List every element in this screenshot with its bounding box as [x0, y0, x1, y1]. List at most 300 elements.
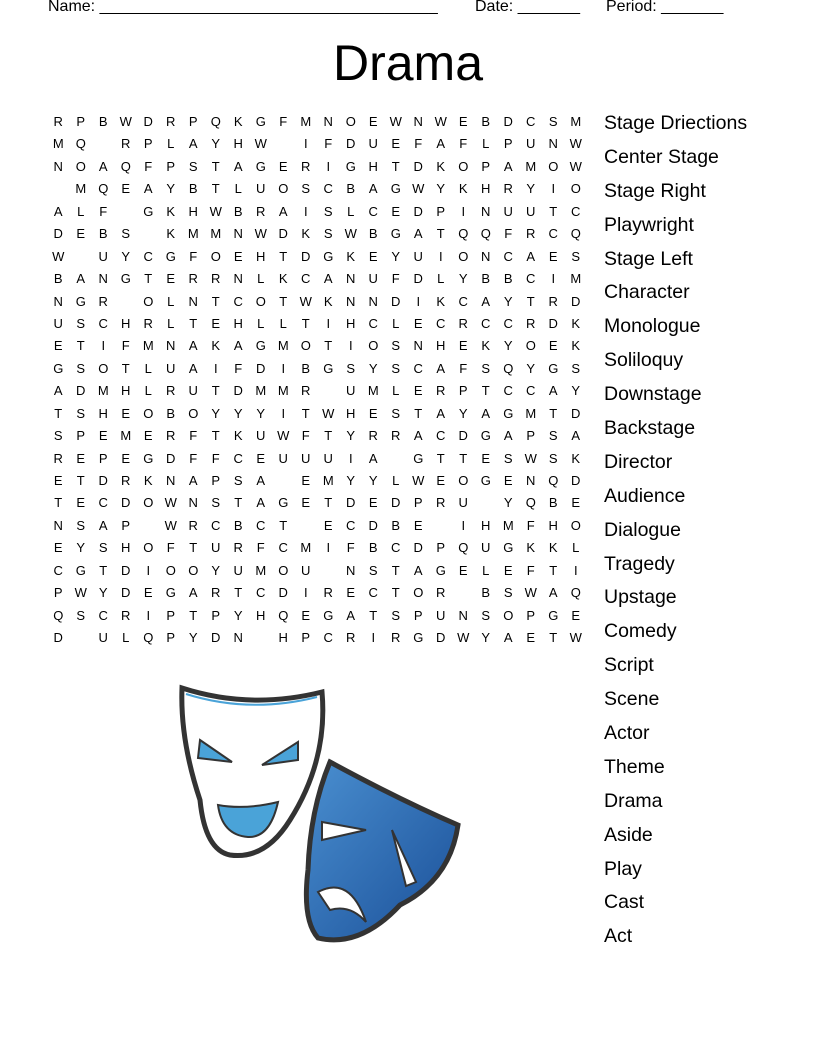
grid-letter: P: [76, 428, 86, 444]
grid-letter: F: [526, 517, 535, 533]
grid-letter: E: [571, 607, 581, 623]
word-list-item: Stage Right: [604, 179, 706, 202]
grid-row: [47, 627, 587, 649]
word-list-item: Upstage: [604, 586, 677, 609]
grid-letter: A: [143, 181, 153, 197]
grid-letter: U: [98, 630, 108, 646]
grid-row: [47, 133, 587, 155]
grid-letter: G: [413, 630, 424, 646]
period-field-label: Period: _______: [606, 0, 724, 15]
grid-row: [47, 448, 587, 470]
grid-letter: N: [526, 473, 536, 488]
word-list-item: Downstage: [604, 383, 702, 406]
grid-letter: B: [166, 405, 176, 421]
grid-letter: D: [571, 293, 581, 309]
grid-letter: B: [233, 203, 243, 219]
grid-letter: C: [548, 226, 558, 242]
word-search-grid: [47, 111, 587, 650]
grid-row: [47, 291, 587, 313]
word-list-item: Playwright: [604, 213, 694, 236]
grid-letter: C: [503, 248, 513, 264]
grid-letter: D: [346, 136, 356, 152]
grid-letter: E: [503, 473, 513, 488]
grid-letter: G: [278, 495, 289, 511]
grid-letter: E: [458, 114, 468, 129]
grid-letter: K: [526, 540, 536, 556]
grid-letter: E: [548, 248, 558, 264]
grid-letter: A: [503, 158, 513, 174]
grid-letter: S: [346, 360, 356, 376]
grid-letter: [92, 133, 115, 155]
grid-letter: W: [412, 181, 425, 197]
grid-letter: O: [458, 248, 469, 264]
grid-letter: A: [481, 405, 491, 421]
grid-letter: N: [188, 495, 198, 511]
grid-letter: P: [76, 114, 86, 129]
grid-letter: R: [301, 158, 311, 174]
grid-letter: S: [233, 473, 243, 488]
grid-letter: E: [571, 495, 581, 511]
grid-letter: G: [255, 158, 266, 174]
drama-masks-illustration: [170, 680, 470, 950]
grid-letter: B: [346, 181, 356, 197]
grid-letter: I: [461, 203, 466, 219]
word-list-item: Stage Driections: [604, 112, 748, 134]
grid-letter: C: [256, 517, 266, 533]
grid-letter: I: [348, 450, 353, 466]
grid-letter: Q: [458, 226, 469, 242]
grid-row: [47, 178, 587, 200]
grid-letter: L: [392, 473, 400, 488]
grid-letter: C: [323, 181, 333, 197]
grid-letter: P: [436, 203, 446, 219]
grid-letter: W: [344, 226, 357, 242]
grid-letter: C: [53, 562, 63, 578]
grid-letter: K: [323, 293, 333, 309]
grid-letter: I: [146, 607, 151, 623]
grid-letter: C: [233, 293, 243, 309]
grid-letter: D: [413, 271, 423, 287]
grid-letter: D: [233, 383, 243, 399]
grid-letter: A: [98, 158, 108, 174]
grid-letter: D: [121, 585, 131, 601]
grid-letter: A: [53, 383, 63, 399]
grid-letter: S: [121, 226, 131, 242]
grid-letter: N: [346, 271, 356, 287]
grid-row: [47, 470, 587, 492]
grid-letter: Y: [481, 630, 491, 646]
grid-letter: T: [436, 450, 445, 466]
grid-letter: E: [368, 114, 378, 129]
grid-letter: B: [233, 517, 243, 533]
grid-letter: Y: [458, 405, 468, 421]
grid-letter: P: [211, 607, 221, 623]
grid-letter: W: [389, 114, 402, 129]
grid-letter: W: [524, 585, 537, 601]
grid-letter: M: [502, 517, 514, 533]
grid-letter: H: [188, 203, 198, 219]
grid-letter: F: [504, 226, 513, 242]
grid-letter: I: [101, 338, 106, 354]
grid-letter: E: [368, 248, 378, 264]
grid-letter: Y: [368, 360, 378, 376]
grid-letter: T: [54, 495, 63, 511]
grid-letter: Q: [503, 360, 514, 376]
grid-letter: K: [143, 473, 153, 488]
grid-letter: E: [413, 383, 423, 399]
grid-letter: P: [166, 607, 176, 623]
grid-letter: I: [326, 540, 331, 556]
grid-letter: E: [391, 203, 401, 219]
grid-letter: A: [323, 271, 333, 287]
grid-letter: G: [165, 585, 176, 601]
grid-letter: D: [143, 114, 153, 129]
grid-letter: I: [303, 585, 308, 601]
grid-letter: R: [346, 630, 356, 646]
grid-letter: B: [53, 271, 63, 287]
grid-letter: M: [52, 136, 64, 152]
grid-letter: U: [526, 203, 536, 219]
grid-letter: S: [76, 517, 86, 533]
grid-letter: T: [324, 428, 333, 444]
grid-letter: [250, 627, 273, 649]
grid-letter: R: [436, 585, 446, 601]
grid-letter: E: [98, 428, 108, 444]
word-list-item: Backstage: [604, 417, 696, 440]
grid-letter: S: [503, 450, 513, 466]
grid-letter: L: [392, 383, 400, 399]
grid-letter: L: [257, 315, 265, 331]
grid-letter: C: [346, 517, 356, 533]
grid-letter: C: [436, 315, 446, 331]
grid-letter: A: [503, 630, 513, 646]
grid-letter: P: [526, 428, 536, 444]
grid-letter: Q: [98, 181, 109, 197]
grid-letter: D: [458, 428, 468, 444]
grid-letter: T: [189, 607, 198, 623]
grid-letter: G: [390, 181, 401, 197]
grid-letter: N: [233, 271, 243, 287]
grid-row: [47, 111, 587, 133]
grid-letter: E: [368, 405, 378, 421]
grid-letter: G: [503, 405, 514, 421]
grid-letter: T: [526, 293, 535, 309]
word-list-item: Audience: [604, 484, 686, 507]
word-list-item: Play: [604, 857, 642, 880]
grid-letter: [272, 470, 295, 492]
grid-letter: N: [548, 136, 558, 152]
grid-letter: P: [98, 450, 108, 466]
grid-letter: W: [164, 495, 177, 511]
grid-letter: O: [143, 495, 154, 511]
grid-letter: Y: [526, 181, 536, 197]
grid-letter: I: [551, 271, 556, 287]
grid-letter: [475, 492, 498, 514]
grid-letter: M: [570, 114, 582, 129]
grid-letter: K: [278, 271, 288, 287]
grid-letter: S: [503, 585, 513, 601]
grid-letter: U: [256, 181, 266, 197]
grid-letter: U: [301, 562, 311, 578]
grid-letter: C: [233, 450, 243, 466]
grid-letter: [137, 515, 160, 537]
grid-letter: A: [233, 338, 243, 354]
grid-letter: T: [324, 338, 333, 354]
grid-letter: M: [322, 473, 334, 488]
grid-letter: Y: [346, 473, 356, 488]
grid-letter: D: [53, 226, 63, 242]
grid-letter: T: [279, 248, 288, 264]
grid-letter: S: [391, 405, 401, 421]
grid-letter: U: [98, 248, 108, 264]
grid-letter: A: [526, 248, 536, 264]
grid-letter: U: [503, 203, 513, 219]
word-list-item: Drama: [604, 789, 663, 812]
grid-letter: T: [481, 383, 490, 399]
grid-letter: B: [481, 585, 491, 601]
grid-letter: O: [525, 338, 536, 354]
grid-letter: C: [143, 248, 153, 264]
grid-letter: A: [256, 473, 266, 488]
grid-letter: T: [369, 607, 378, 623]
grid-letter: O: [503, 607, 514, 623]
grid-letter: F: [234, 360, 243, 376]
grid-letter: B: [188, 181, 198, 197]
grid-letter: S: [571, 360, 581, 376]
grid-letter: W: [74, 585, 87, 601]
grid-letter: R: [143, 315, 153, 331]
grid-letter: C: [211, 517, 221, 533]
grid-letter: Y: [368, 473, 378, 488]
grid-letter: L: [347, 203, 355, 219]
grid-letter: F: [166, 540, 175, 556]
word-list-item: Actor: [604, 722, 650, 745]
grid-letter: G: [255, 338, 266, 354]
grid-letter: [115, 291, 138, 313]
grid-letter: K: [233, 428, 243, 444]
grid-letter: Q: [548, 473, 559, 488]
grid-letter: C: [413, 360, 423, 376]
grid-letter: G: [75, 562, 86, 578]
grid-letter: [272, 133, 295, 155]
grid-letter: R: [188, 517, 198, 533]
grid-letter: I: [213, 360, 218, 376]
grid-letter: S: [548, 450, 558, 466]
grid-letter: A: [481, 293, 491, 309]
grid-letter: C: [256, 585, 266, 601]
grid-letter: S: [53, 428, 63, 444]
grid-letter: M: [120, 428, 132, 444]
grid-letter: R: [121, 136, 131, 152]
grid-letter: Y: [256, 405, 266, 421]
grid-letter: U: [481, 540, 491, 556]
grid-letter: D: [548, 315, 558, 331]
grid-letter: A: [188, 338, 198, 354]
grid-letter: [47, 178, 70, 200]
grid-letter: K: [548, 540, 558, 556]
grid-letter: F: [189, 248, 198, 264]
grid-letter: L: [572, 540, 580, 556]
grid-letter: K: [571, 450, 581, 466]
grid-letter: E: [301, 473, 311, 488]
grid-letter: D: [346, 495, 356, 511]
grid-letter: K: [301, 226, 311, 242]
grid-letter: B: [301, 360, 311, 376]
grid-letter: U: [368, 271, 378, 287]
grid-row: [47, 403, 587, 425]
grid-letter: N: [188, 293, 198, 309]
grid-letter: G: [390, 226, 401, 242]
grid-letter: T: [549, 562, 558, 578]
grid-letter: O: [188, 405, 199, 421]
grid-letter: T: [211, 158, 220, 174]
grid-letter: K: [436, 293, 446, 309]
grid-letter: G: [143, 203, 154, 219]
grid-letter: R: [53, 450, 63, 466]
grid-row: [47, 515, 587, 537]
grid-letter: E: [301, 495, 311, 511]
grid-letter: U: [211, 540, 221, 556]
grid-letter: H: [548, 517, 558, 533]
grid-letter: S: [391, 360, 401, 376]
grid-letter: I: [281, 360, 286, 376]
grid-letter: I: [146, 562, 151, 578]
grid-letter: N: [53, 158, 63, 174]
grid-letter: N: [233, 630, 243, 646]
grid-letter: E: [481, 450, 491, 466]
grid-letter: M: [210, 226, 222, 242]
grid-letter: A: [278, 203, 288, 219]
grid-letter: S: [76, 607, 86, 623]
grid-row: [47, 582, 587, 604]
grid-letter: A: [413, 226, 423, 242]
grid-row: [47, 223, 587, 245]
grid-letter: L: [257, 271, 265, 287]
word-list-item: Tragedy: [604, 552, 675, 575]
grid-letter: [317, 560, 340, 582]
grid-letter: E: [301, 607, 311, 623]
grid-letter: S: [368, 562, 378, 578]
grid-letter: N: [481, 248, 491, 264]
grid-letter: L: [167, 293, 175, 309]
grid-letter: N: [413, 338, 423, 354]
grid-letter: D: [166, 450, 176, 466]
grid-letter: A: [368, 450, 378, 466]
grid-letter: Q: [143, 630, 154, 646]
grid-letter: F: [414, 136, 423, 152]
comedy-mask-icon: [182, 688, 323, 856]
grid-letter: L: [437, 271, 445, 287]
grid-letter: B: [98, 114, 108, 129]
grid-letter: G: [323, 607, 334, 623]
grid-letter: T: [414, 405, 423, 421]
grid-letter: G: [120, 271, 131, 287]
grid-letter: G: [480, 473, 491, 488]
grid-letter: F: [301, 428, 310, 444]
grid-letter: O: [548, 158, 559, 174]
grid-letter: W: [209, 203, 222, 219]
grid-letter: R: [256, 203, 266, 219]
grid-letter: Y: [346, 428, 356, 444]
grid-letter: O: [143, 293, 154, 309]
grid-letter: S: [76, 315, 86, 331]
grid-letter: D: [278, 226, 288, 242]
grid-letter: U: [436, 607, 446, 623]
grid-letter: Q: [210, 114, 221, 129]
grid-letter: A: [548, 585, 558, 601]
grid-letter: R: [166, 383, 176, 399]
grid-letter: Q: [278, 607, 289, 623]
grid-row: [47, 605, 587, 627]
grid-letter: B: [481, 271, 491, 287]
grid-letter: A: [233, 158, 243, 174]
grid-letter: O: [210, 248, 221, 264]
grid-letter: H: [346, 315, 356, 331]
grid-letter: W: [299, 293, 312, 309]
grid-letter: P: [503, 136, 513, 152]
grid-letter: L: [144, 383, 152, 399]
grid-letter: Y: [571, 383, 581, 399]
grid-letter: R: [211, 585, 221, 601]
grid-letter: I: [303, 136, 308, 152]
grid-letter: K: [346, 248, 356, 264]
grid-letter: T: [391, 585, 400, 601]
grid-letter: M: [525, 405, 537, 421]
grid-letter: Y: [503, 338, 513, 354]
grid-letter: T: [391, 562, 400, 578]
grid-letter: P: [481, 158, 491, 174]
grid-letter: P: [526, 607, 536, 623]
grid-letter: F: [346, 540, 355, 556]
grid-letter: U: [526, 136, 536, 152]
grid-letter: B: [391, 517, 401, 533]
grid-letter: M: [75, 181, 87, 197]
grid-letter: R: [503, 181, 513, 197]
grid-letter: D: [368, 517, 378, 533]
grid-letter: M: [525, 158, 537, 174]
grid-letter: B: [503, 271, 513, 287]
grid-letter: K: [166, 226, 176, 242]
grid-letter: C: [98, 495, 108, 511]
grid-letter: P: [166, 158, 176, 174]
grid-letter: S: [391, 338, 401, 354]
grid-letter: O: [98, 360, 109, 376]
grid-letter: A: [346, 607, 356, 623]
grid-letter: A: [188, 360, 198, 376]
tragedy-mask-icon: [306, 762, 458, 940]
grid-letter: L: [482, 562, 490, 578]
word-list-item: Dialogue: [604, 518, 681, 541]
grid-letter: G: [413, 450, 424, 466]
grid-letter: I: [326, 158, 331, 174]
grid-letter: E: [548, 338, 558, 354]
grid-letter: M: [142, 338, 154, 354]
grid-letter: T: [391, 158, 400, 174]
grid-letter: Q: [480, 226, 491, 242]
grid-letter: O: [188, 562, 199, 578]
grid-letter: M: [300, 540, 312, 556]
grid-letter: E: [53, 473, 63, 488]
grid-letter: E: [121, 405, 131, 421]
grid-letter: C: [278, 540, 288, 556]
grid-letter: T: [211, 383, 220, 399]
grid-letter: G: [548, 360, 559, 376]
grid-letter: E: [458, 562, 468, 578]
grid-letter: G: [323, 248, 334, 264]
grid-letter: M: [255, 383, 267, 399]
grid-letter: T: [121, 360, 130, 376]
grid-letter: Y: [166, 181, 176, 197]
